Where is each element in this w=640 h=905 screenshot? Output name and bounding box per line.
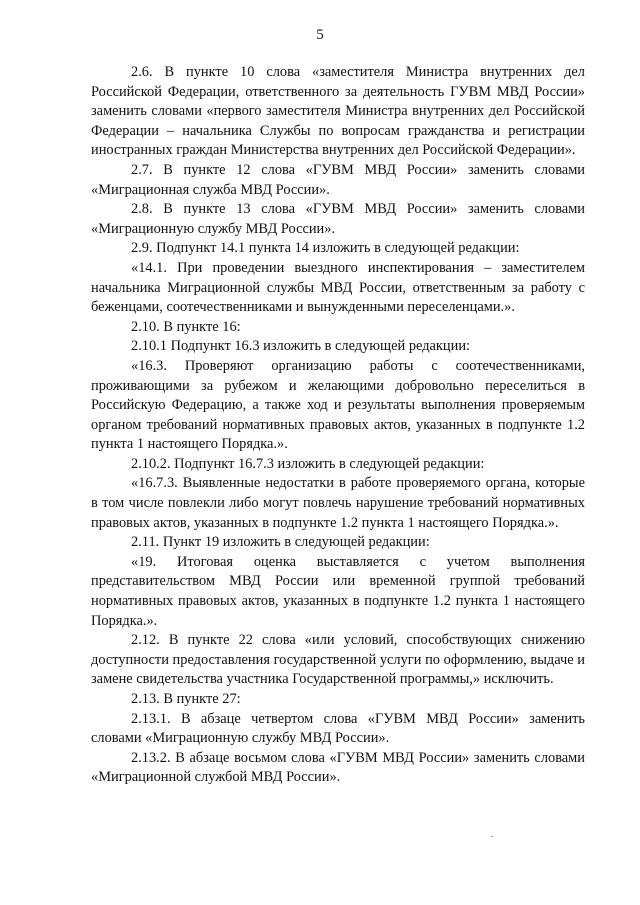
page-number: 5 xyxy=(316,27,324,43)
paragraph-2-13: 2.13. В пункте 27: xyxy=(131,691,241,707)
paragraph-16-3: «16.3. Проверяют организацию работы с соотечественниками, проживающими за рубежом и желающими добровольно переселиться в Российскую Федерацию, а также ход и результаты выполнения проверяемым органом требований нормативных правовых актов, указанных в подпункте 1.2 пункта 1 настоящего Порядка.». xyxy=(91,357,585,453)
paragraph-2-12: 2.12. В пункте 22 слова «или условий, способствующих снижению доступности предоставления государственной услуги по оформлению, выдаче и замене свидетельства участника Государственной программы,» исключить. xyxy=(91,632,585,688)
paragraph-16-7-3: «16.7.3. Выявленные недостатки в работе проверяемого органа, которые в том числе повлекли либо могут повлечь нарушение требований нормативных правовых актов, указанных в подпункте 1.2 пункта 1 настоящего Порядка.». xyxy=(91,475,585,531)
scan-speck xyxy=(491,836,493,837)
paragraph-2-10: 2.10. В пункте 16: xyxy=(131,318,241,335)
paragraph-2-8: 2.8. В пункте 13 слова «ГУВМ МВД России» заменить словами «Миграционную службу МВД России». xyxy=(91,201,585,237)
paragraph-2-7: 2.7. В пункте 12 слова «ГУВМ МВД России» заменить словами «Миграционная служба МВД России». xyxy=(91,161,585,198)
paragraph-2-10-2: 2.10.2. Подпункт 16.7.3 изложить в следующей редакции: xyxy=(131,455,485,472)
paragraph-2-13-2: 2.13.2. В абзаце восьмом слова «ГУВМ МВД России» заменить словами «Миграционной службой МВД России». xyxy=(91,749,585,786)
paragraph-2-6: 2.6. В пункте 10 слова «заместителя Министра внутренних дел Российской Федерации, ответственного за деятельность ГУВМ МВД России» заменить словами «первого заместителя Министра внутренних дел Российской Федерации – начальника Службы по вопросам гражданства и регистрации иностранных граждан Министерства внутренних дел Российской Федерации». xyxy=(91,64,585,159)
paragraph-19: «19. Итоговая оценка выставляется с учетом выполнения представительством МВД России или временной группой требований нормативных правовых актов, указанных в подпункте 1.2 пункта 1 настоящего Порядка.». xyxy=(91,553,585,629)
document-body xyxy=(91,63,585,788)
paragraph-2-11: 2.11. Пункт 19 изложить в следующей редакции: xyxy=(131,534,430,551)
paragraph-2-9: 2.9. Подпункт 14.1 пункта 14 изложить в следующей редакции: xyxy=(131,240,520,257)
paragraph-14-1: «14.1. При проведении выездного инспектирования – заместителем начальника Миграционной службы МВД России, ответственным за работу с беженцами, соотечественниками и вынужденными переселенцами.». xyxy=(91,259,585,316)
paragraph-2-13-1: 2.13.1. В абзаце четвертом слова «ГУВМ МВД России» заменить словами «Миграционную службу МВД России». xyxy=(91,710,585,747)
paragraph-2-10-1: 2.10.1 Подпункт 16.3 изложить в следующей редакции: xyxy=(131,338,471,355)
